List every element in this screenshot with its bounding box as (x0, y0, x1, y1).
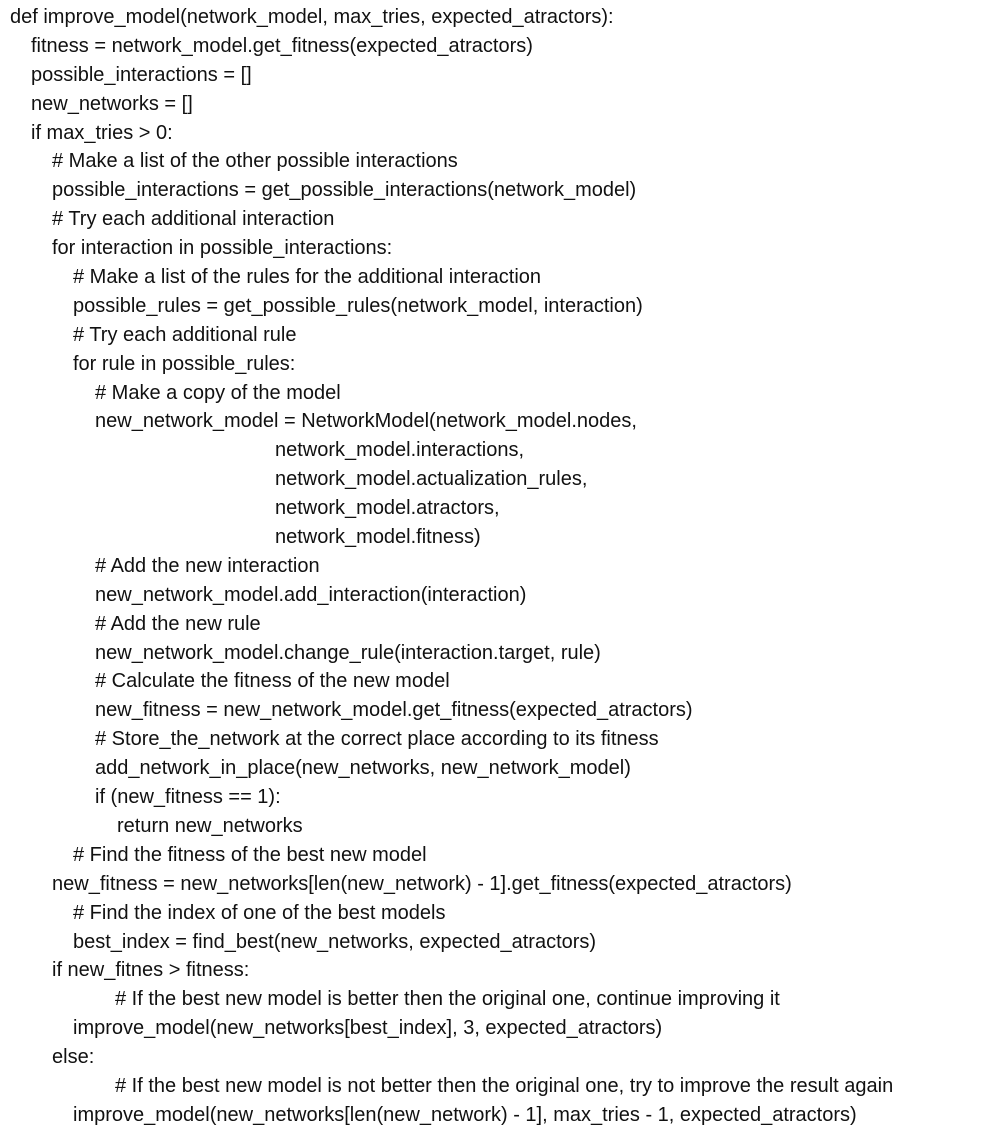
code-line-continuation: network_model.actualization_rules, (275, 468, 588, 491)
code-comment: # Add the new interaction (95, 554, 320, 577)
code-line: if max_tries > 0: (31, 121, 173, 144)
code-comment: # Add the new rule (95, 612, 261, 635)
code-line: return new_networks (117, 814, 303, 837)
code-line: improve_model(new_networks[best_index], 3, expected_atractors) (73, 1017, 663, 1040)
code-comment: # Make a list of the rules for the additional interaction (73, 266, 542, 289)
code-line-continuation: network_model.interactions, (275, 439, 525, 462)
code-line: new_fitness = new_networks[len(new_network) - 1].get_fitness(expected_atractors) (52, 872, 792, 895)
code-line: best_index = find_best(new_networks, expected_atractors) (73, 930, 597, 953)
code-line: if (new_fitness == 1): (95, 786, 281, 809)
code-line: fitness = network_model.get_fitness(expected_atractors) (31, 34, 533, 57)
code-line-function-def: def improve_model(network_model, max_tries, expected_atractors): (10, 6, 614, 28)
code-comment: # Find the index of one of the best models (73, 901, 446, 924)
code-line: new_network_model.add_interaction(interaction) (95, 583, 527, 606)
code-line: possible_interactions = [] (31, 63, 252, 86)
code-line: for interaction in possible_interactions: (52, 237, 393, 260)
code-line: new_network_model.change_rule(interaction.target, rule) (95, 641, 601, 664)
code-line: new_networks = [] (31, 92, 193, 115)
code-line: improve_model(new_networks[len(new_network) - 1], max_tries - 1, expected_atractors) (73, 1103, 857, 1126)
code-line: possible_interactions = get_possible_interactions(network_model) (52, 179, 637, 202)
code-line: else: (52, 1046, 95, 1069)
code-comment: # Store_the_network at the correct place according to its fitness (95, 728, 659, 751)
code-line: for rule in possible_rules: (73, 352, 296, 375)
code-comment: # Find the fitness of the best new model (73, 843, 427, 866)
code-comment: # If the best new model is better then the original one, continue improving it (115, 988, 780, 1011)
code-comment: # Calculate the fitness of the new model (95, 670, 450, 693)
code-comment: # Try each additional interaction (52, 208, 335, 231)
code-comment: # Make a copy of the model (95, 381, 341, 404)
code-line: new_network_model = NetworkModel(network_model.nodes, (95, 410, 637, 433)
code-comment: # Make a list of the other possible interactions (52, 150, 458, 173)
code-line: if new_fitnes > fitness: (52, 959, 250, 982)
code-comment: # Try each additional rule (73, 323, 297, 346)
code-line: possible_rules = get_possible_rules(network_model, interaction) (73, 294, 643, 317)
code-line: add_network_in_place(new_networks, new_network_model) (95, 757, 631, 780)
code-line-continuation: network_model.atractors, (275, 497, 500, 520)
code-comment: # If the best new model is not better then the original one, try to improve the result again (115, 1074, 894, 1097)
code-line-continuation: network_model.fitness) (275, 526, 481, 549)
code-line: new_fitness = new_network_model.get_fitness(expected_atractors) (95, 699, 693, 722)
